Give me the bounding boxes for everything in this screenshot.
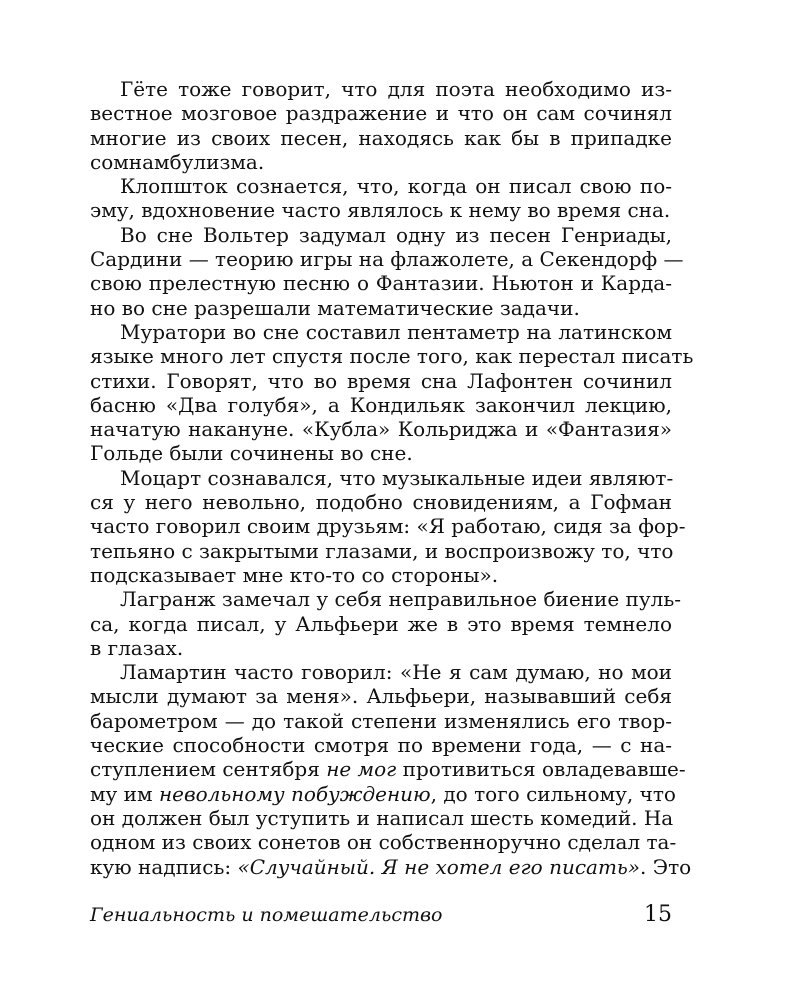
text-segment: мысли думают за меня». Альфьери, называвший себя: [90, 684, 672, 709]
text-line: [90, 490, 672, 514]
text-line: [90, 539, 672, 563]
text-segment: одном из своих сонетов он собственноручно сделал та-: [90, 830, 677, 855]
text-line: [90, 684, 672, 708]
text-line: [90, 466, 672, 490]
text-line: [90, 344, 694, 369]
body-text: [90, 77, 694, 879]
paragraph: [90, 660, 692, 879]
text-line: [90, 781, 676, 806]
text-segment: языке много лет спустя после того, как перестал писать: [90, 344, 694, 369]
text-segment: му им: [90, 781, 159, 806]
paragraph: [90, 465, 686, 587]
text-line: [90, 636, 672, 660]
text-line: [90, 563, 672, 587]
paragraph: [90, 587, 681, 660]
text-segment: начатую накануне. «Кубла» Кольриджа и «Фантазия»: [90, 417, 672, 442]
text-line: [90, 587, 681, 612]
text-segment: Гёте тоже говорит, что для поэта необходимо из-: [120, 77, 672, 101]
text-line: [90, 660, 672, 684]
text-segment: Во сне Вольтер задумал одну из песен Генриады,: [120, 222, 672, 247]
text-line: [90, 247, 684, 272]
text-segment: Муратори во сне составил пентаметр на латинском: [120, 319, 672, 344]
paragraph: [90, 77, 672, 174]
text-segment: барометром — до такой степени изменялись его твор-: [90, 708, 672, 733]
text-line: [90, 271, 672, 295]
text-line: [90, 198, 672, 222]
text-line: [90, 223, 672, 247]
text-line: [90, 126, 672, 150]
text-line: [90, 830, 677, 855]
running-title: Гениальность и помешательство: [90, 904, 443, 926]
text-segment: тепьяно с закрытыми глазами, и воспроизвожу то, что: [90, 538, 674, 563]
text-line: [90, 393, 672, 417]
text-segment: сомнамбулизма.: [90, 149, 265, 174]
text-segment: ступлением сентября: [90, 757, 327, 782]
text-line: [90, 296, 672, 320]
text-segment: в глазах.: [90, 635, 184, 660]
text-line: [90, 733, 672, 757]
text-segment: он должен был уступить и написал шесть комедий. На: [90, 805, 674, 830]
text-segment: Клопшток сознается, что, когда он писал свою по-: [120, 174, 672, 199]
emphasis-text: невольному побуждению: [158, 781, 431, 806]
text-line: [90, 709, 672, 733]
text-line: [90, 320, 672, 344]
text-line: [90, 101, 672, 125]
text-segment: свою прелестную песню о Фантазии. Ньютон и Карда-: [90, 271, 672, 296]
text-line: [90, 514, 686, 539]
document-page: [90, 77, 694, 879]
text-line: [90, 417, 672, 441]
text-segment: са, когда писал, у Альфьери же в это время темнело: [90, 611, 672, 636]
text-segment: кую надпись:: [90, 854, 238, 879]
paragraph: [90, 319, 694, 466]
text-segment: Гольде были сочинены во сне.: [90, 441, 413, 466]
text-line: [90, 854, 692, 879]
text-segment: подсказывает мне кто-то со стороны».: [90, 562, 499, 587]
text-segment: Сардини — теорию игры на флажолете, а Секендорф —: [90, 247, 684, 272]
text-line: [90, 612, 672, 636]
text-segment: часто говорил своим друзьям: «Я работаю, сидя за фор-: [90, 514, 686, 539]
text-line: [90, 806, 672, 830]
text-line: [90, 77, 672, 101]
text-segment: но во сне разрешали математические задачи.: [90, 295, 580, 320]
page-footer: [90, 902, 672, 930]
text-line: [90, 369, 672, 393]
text-segment: ся у него невольно, подобно сновидениям, а Гофман: [90, 490, 672, 515]
paragraph: [90, 174, 672, 223]
text-segment: Лагранж замечал у себя неправильное биение пуль-: [120, 587, 681, 612]
text-line: [90, 441, 672, 465]
text-line: [90, 174, 672, 198]
paragraph: [90, 222, 684, 320]
text-segment: многие из своих песен, находясь как бы в припадке: [90, 125, 672, 150]
text-segment: Ламартин часто говорил: «Не я сам думаю, но мои: [120, 660, 672, 685]
text-line: [90, 150, 672, 174]
text-segment: противиться овладевавше-: [396, 757, 686, 782]
text-segment: Моцарт сознавался, что музыкальные идеи являют-: [120, 465, 674, 490]
text-segment: стихи. Говорят, что во время сна Лафонтен сочинил: [90, 368, 672, 393]
emphasis-text: «Случайный. Я не хотел его писать»: [237, 854, 641, 879]
text-line: [90, 757, 686, 782]
emphasis-text: не мог: [326, 757, 397, 782]
text-segment: . Это: [640, 854, 692, 879]
text-segment: ческие способности смотря по времени года, — с на-: [90, 733, 672, 758]
page-number: 15: [644, 902, 672, 927]
text-segment: эму, вдохновение часто являлось к нему во время сна.: [90, 198, 671, 223]
text-segment: , до того сильному, что: [430, 781, 676, 806]
text-segment: басню «Два голубя», а Кондильяк закончил лекцию,: [90, 392, 672, 417]
text-segment: вестное мозговое раздражение и что он сам сочинял: [90, 101, 672, 126]
